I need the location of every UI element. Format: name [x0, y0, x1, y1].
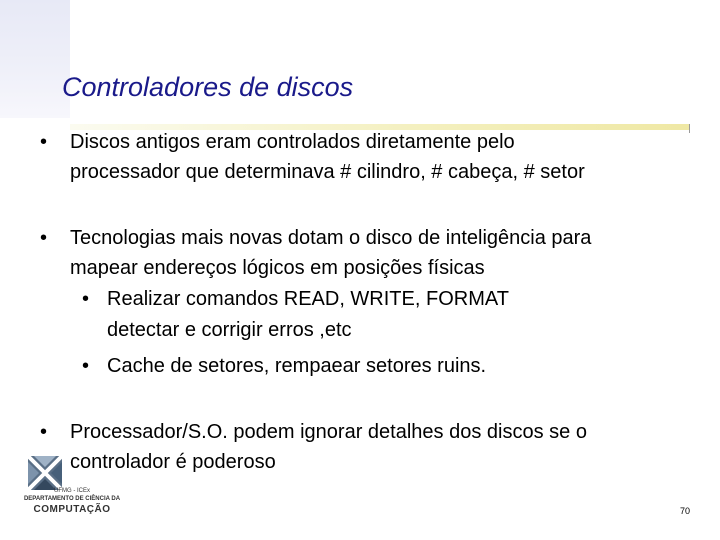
- sub-bullet-1-line-2: detectar e corrigir erros ,etc: [107, 319, 352, 341]
- bullet-2-line-2: mapear endereços lógicos em posições físicas: [70, 257, 485, 279]
- bullet-marker: •: [40, 131, 48, 153]
- underline-tick: [689, 124, 690, 133]
- bullet-2-line-1: Tecnologias mais novas dotam o disco de inteligência para: [70, 227, 592, 249]
- bullet-1-line-1: Discos antigos eram controlados diretamente pelo: [70, 131, 515, 153]
- title-band: [0, 0, 70, 118]
- logo-line-3: COMPUTAÇÃO: [33, 504, 111, 515]
- logo-line-2: DEPARTAMENTO DE CIÊNCIA DA: [23, 496, 121, 502]
- sub-bullet-2-line-1: Cache de setores, rempaear setores ruins.: [107, 355, 487, 377]
- bullet-1-line-2: processador que determinava # cilindro, # cabeça, # setor: [70, 161, 585, 183]
- logo-line-1: UFMG - ICEx: [54, 488, 90, 494]
- bullet-3-line-2: controlador é poderoso: [70, 451, 276, 473]
- bullet-marker: •: [40, 227, 48, 249]
- slide-title: Controladores de discos: [62, 72, 354, 102]
- page-number: 70: [680, 506, 691, 516]
- sub-bullet-marker: •: [82, 288, 90, 310]
- bullet-3-line-1: Processador/S.O. podem ignorar detalhes dos discos se o: [70, 421, 587, 443]
- sub-bullet-marker: •: [82, 355, 90, 377]
- bullet-marker: •: [40, 421, 48, 443]
- sub-bullet-1-line-1: Realizar comandos READ, WRITE, FORMAT: [107, 288, 509, 310]
